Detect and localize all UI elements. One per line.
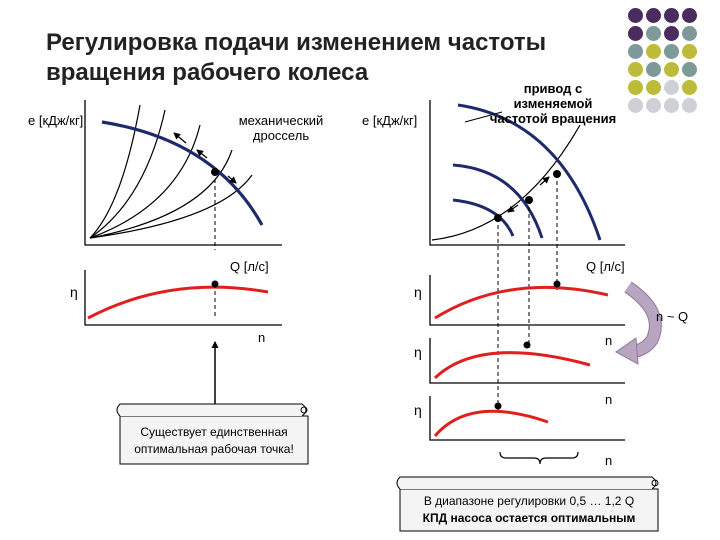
right-x-axis-label: Q [л/с] bbox=[586, 259, 625, 274]
right-efficiency-charts bbox=[430, 275, 625, 440]
throttle-label-line1: механический bbox=[238, 113, 324, 128]
drive-label bbox=[478, 81, 628, 126]
right-note-text bbox=[400, 493, 658, 527]
right-eta-point-3 bbox=[495, 403, 502, 410]
right-note-line2: КПД насоса остается оптимальным bbox=[422, 511, 636, 525]
range-brace bbox=[500, 452, 578, 464]
right-arrow-1 bbox=[540, 177, 549, 185]
cycle-arrow-head bbox=[616, 338, 638, 364]
left-n-label: n bbox=[258, 330, 266, 345]
throttle-label bbox=[222, 113, 340, 143]
right-eta-label-2: η bbox=[414, 344, 422, 360]
left-x-axis-label: Q [л/с] bbox=[230, 259, 269, 274]
left-eta-axes bbox=[85, 270, 282, 325]
left-note-line2: оптимальная рабочая точка! bbox=[134, 442, 294, 456]
drive-label-line3: частотой вращения bbox=[489, 111, 617, 126]
right-eta-axes-1 bbox=[430, 275, 625, 325]
right-eta-curve-2 bbox=[435, 353, 590, 378]
right-eta-point-1 bbox=[554, 281, 561, 288]
drive-label-line1: привод с bbox=[523, 81, 583, 96]
right-y-axis-label: e [кДж/кг] bbox=[362, 113, 418, 128]
right-eta-label-3: η bbox=[414, 402, 422, 418]
throttle-label-line2: дроссель bbox=[252, 128, 310, 143]
slide-title-line1: Регулировка подачи изменением частоты bbox=[46, 29, 547, 56]
pump-curve-n3 bbox=[453, 200, 513, 236]
relation-label: n ~ Q bbox=[656, 309, 689, 324]
left-eta-label: η bbox=[70, 284, 78, 300]
right-n-label-1: n bbox=[605, 333, 613, 348]
left-note-text bbox=[120, 424, 308, 458]
left-eta-curve bbox=[88, 287, 268, 318]
left-y-axis-label: e [кДж/кг] bbox=[28, 113, 84, 128]
right-scroll-top bbox=[397, 477, 656, 489]
system-curve-3 bbox=[90, 125, 200, 238]
right-note-line1: В диапазоне регулировки 0,5 … 1,2 Q bbox=[423, 494, 635, 508]
drive-label-line2: изменяемой bbox=[513, 96, 593, 111]
slide-title-line2: вращения рабочего колеса bbox=[46, 59, 369, 86]
left-scroll-top bbox=[117, 404, 306, 416]
right-eta-curve-3 bbox=[435, 411, 548, 436]
left-note-line1: Существует единственная bbox=[140, 425, 288, 439]
arrow-up-left bbox=[174, 133, 186, 143]
right-n-label-3: n bbox=[605, 453, 613, 468]
right-eta-point-2 bbox=[524, 342, 531, 349]
right-eta-curve-1 bbox=[435, 287, 608, 318]
system-curve-2 bbox=[90, 110, 165, 238]
right-eta-label-1: η bbox=[414, 284, 422, 300]
left-efficiency-chart bbox=[85, 270, 282, 325]
right-n-label-2: n bbox=[605, 392, 613, 407]
